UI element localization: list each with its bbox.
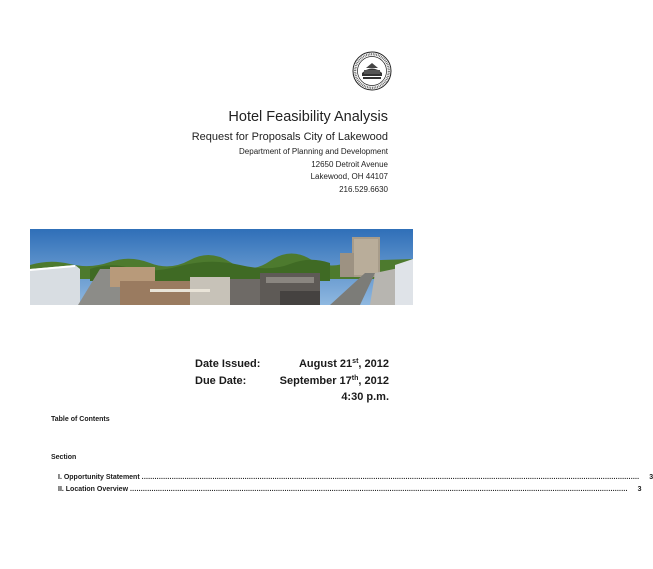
due-date-month-day: September 17 [279, 374, 352, 387]
toc-section-label: Section [51, 454, 77, 461]
title-block [192, 108, 388, 196]
city-state-zip: Lakewood, OH 44107 [310, 172, 388, 181]
date-issued-suffix: st [352, 358, 359, 365]
toc-entry-page: 3 [637, 486, 642, 493]
street-address: 12650 Detroit Avenue [311, 159, 388, 169]
panorama-photo [30, 229, 413, 305]
toc-entry[interactable] [58, 486, 642, 493]
key-dates [195, 356, 389, 406]
toc-leader: ........................................................................................................................................................................................................................................ [130, 486, 628, 493]
document-title: Hotel Feasibility Analysis [228, 109, 388, 125]
document-subtitle: Request for Proposals City of Lakewood [191, 131, 388, 143]
date-issued-year: , 2012 [358, 358, 389, 370]
date-issued-month-day: August 21 [298, 358, 353, 370]
due-date-suffix: th [351, 374, 359, 382]
department-name: Department of Planning and Development [239, 147, 388, 156]
due-date-row [195, 373, 389, 390]
city-seal-icon [352, 51, 392, 91]
toc-entry-label: II. Location Overview [58, 486, 129, 493]
date-issued-row [195, 356, 389, 373]
phone-number: 216.529.6630 [339, 184, 388, 194]
due-time-row [195, 389, 389, 406]
due-time-value: 4:30 p.m. [341, 391, 389, 403]
date-issued-value [299, 356, 389, 373]
due-date-value [280, 373, 389, 390]
date-issued-label: Date Issued: [195, 358, 261, 370]
toc-entry-page: 3 [649, 474, 653, 481]
due-date-label: Due Date: [195, 374, 247, 387]
toc-heading: Table of Contents [51, 416, 110, 423]
toc-leader: ........................................................................................................................................................................................................................................ [141, 474, 640, 481]
toc-entry[interactable] [58, 474, 653, 481]
due-date-year: , 2012 [358, 374, 389, 387]
toc-entry-label: I. Opportunity Statement [58, 474, 140, 481]
address-block [192, 146, 388, 196]
